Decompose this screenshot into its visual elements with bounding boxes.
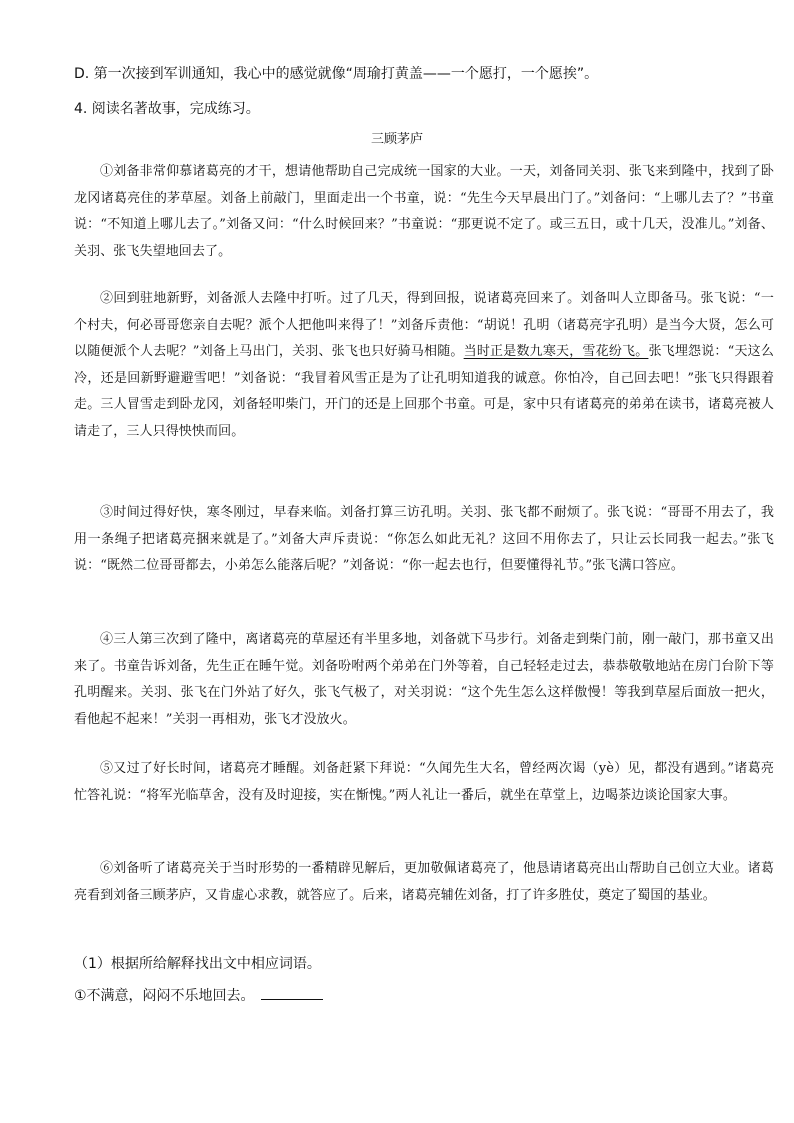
story-paragraph-2	[74, 286, 774, 445]
question-4-prompt: 4. 阅读名著故事，完成练习。	[74, 101, 260, 117]
story-paragraph-1: ①刘备非常仰慕诸葛亮的才干，想请他帮助自己完成统一国家的大业。一天，刘备同关羽、张飞来到隆中，找到了卧龙冈诸葛亮住的茅草屋。刘备上前敲门，里面走出一个书童，说：“先生今天早晨出门了。”刘备问：“上哪儿去了？”书童说：“不知道上哪儿去了。”刘备又问：“什么时候回来？”书童说：“那更说不定了。或三五日，或十几天，没准儿。”刘备、关羽、张飞失望地回去了。	[74, 164, 774, 259]
underlined-sentence: 当时正是数九寒天，雪花纷飞。	[463, 344, 649, 359]
story-paragraph-6: ⑥刘备听了诸葛亮关于当时形势的一番精辟见解后，更加敬佩诸葛亮了，他恳请诸葛亮出山帮助自己创立大业。诸葛亮看到刘备三顾茅庐，又肯虚心求教，就答应了。后来，诸葛亮辅佐刘备，打了许多胜仗，奠定了蜀国的基业。	[74, 861, 774, 903]
question-1-prompt: （1）根据所给解释找出文中相应词语。	[74, 956, 321, 972]
option-d-text: D. 第一次接到军训通知，我心中的感觉就像“周瑜打黄盖——一个愿打，一个愿挨”。	[74, 66, 599, 82]
question-1-item-1	[74, 985, 323, 1006]
story-paragraph-3: ③时间过得好快，寒冬刚过，早春来临。刘备打算三访孔明。关羽、张飞都不耐烦了。张飞说：“哥哥不用去了，我用一条绳子把诸葛亮捆来就是了。”刘备大声斥责说：“你怎么如此无礼？这回不用你去了，只让云长同我一起去。”张飞说：“既然二位哥哥都去，小弟怎么能落后呢？”刘备说：“你一起去也行，但要懂得礼节。”张飞满口答应。	[74, 505, 774, 573]
answer-blank[interactable]	[261, 985, 323, 1000]
paragraph-2-text-after: 张飞埋怨说：“天这么冷，还是回新野避避雪吧！”刘备说：“我冒着风雪正是为了让孔明知道我的诚意。你怕冷，自己回去吧！”张飞只得跟着走。三人冒雪走到卧龙冈，刘备轻叩柴门，开门的还是上回那个书童。可是，家中只有诸葛亮的弟弟在读书，诸葛亮被人请走了，三人只得怏怏而回。	[74, 344, 774, 439]
story-paragraph-4: ④三人第三次到了隆中，离诸葛亮的草屋还有半里多地，刘备就下马步行。刘备走到柴门前，刚一敲门，那书童又出来了。书童告诉刘备，先生正在睡午觉。刘备吩咐两个弟弟在门外等着，自己轻轻走过去，恭恭敬敬地站在房门台阶下等孔明醒来。关羽、张飞在门外站了好久，张飞气极了，对关羽说：“这个先生怎么这样傲慢！等我到草屋后面放一把火，看他起不起来！”关羽一再相劝，张飞才没放火。	[74, 632, 774, 727]
story-paragraph-5: ⑤又过了好长时间，诸葛亮才睡醒。刘备赶紧下拜说：“久闻先生大名，曾经两次谒（yè）见，都没有遇到。”诸葛亮忙答礼说：“将军光临草舍，没有及时迎接，实在惭愧。”两人礼让一番后，就坐在草堂上，边喝茶边谈论国家大事。	[74, 761, 774, 803]
story-title: 三顾茅庐	[370, 132, 423, 147]
question-1-item-1-text: ①不满意，闷闷不乐地回去。	[74, 988, 255, 1004]
paragraph-2-text-before: ②回到驻地新野，刘备派人去隆中打听。过了几天，得到回报，说诸葛亮回来了。刘备叫人立即备马。张飞说：“一个村夫，何必哥哥您亲自去呢？派个人把他叫来得了！”刘备斥责他：“胡说！孔明（诸葛亮字孔明）是当今大贤，怎么可以随便派个人去呢？”刘备上马出门，关羽、张飞也只好骑马相随。	[74, 291, 774, 359]
